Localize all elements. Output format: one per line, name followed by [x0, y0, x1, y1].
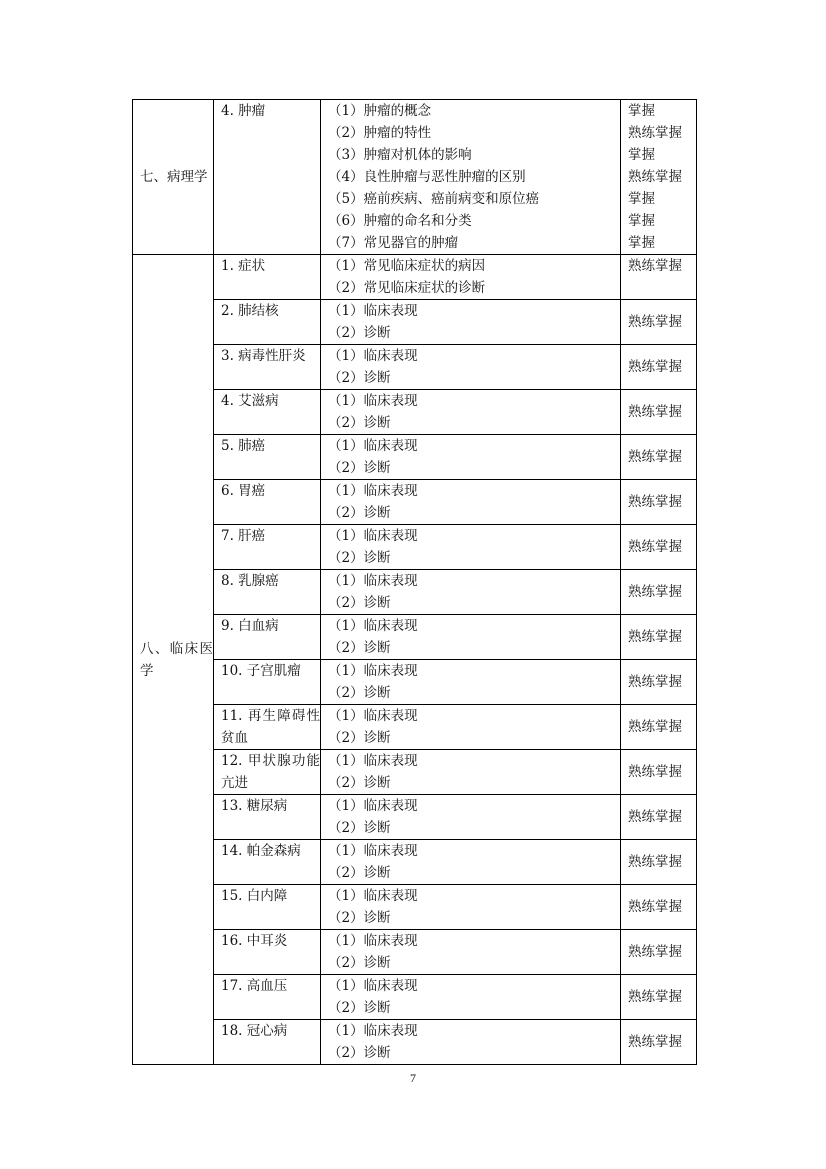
mastery-level: 熟练掌握 — [628, 584, 682, 600]
mastery-level: 熟练掌握 — [628, 404, 682, 420]
topic-items-cell — [321, 570, 621, 615]
content-item: （1）常见临床症状的病因 — [328, 258, 486, 274]
topic-items-cell — [321, 795, 621, 840]
table-row — [133, 390, 697, 435]
content-item: （3）肿瘤对机体的影响 — [328, 147, 472, 163]
content-item: （1）临床表现 — [328, 708, 418, 724]
topic-name-cell — [214, 1020, 321, 1065]
topic-name: 6. 胃癌 — [221, 483, 266, 499]
topic-name-cell — [214, 345, 321, 390]
section-title-cell — [133, 100, 214, 255]
content-item: （2）诊断 — [328, 865, 391, 881]
content-item: （2）诊断 — [328, 460, 391, 476]
table-row — [133, 480, 697, 525]
section-title-cell — [133, 255, 214, 1065]
table-row — [133, 1020, 697, 1065]
content-item: （2）诊断 — [328, 370, 391, 386]
topic-name: 8. 乳腺癌 — [221, 573, 279, 589]
topic-level-cell — [621, 1020, 697, 1065]
section-title: 八、临床医学 — [140, 640, 213, 679]
mastery-level: 熟练掌握 — [628, 674, 682, 690]
topic-name: 7. 肝癌 — [221, 528, 266, 544]
topic-name: 4. 肿瘤 — [221, 103, 266, 119]
table-row — [133, 615, 697, 660]
content-item: （2）诊断 — [328, 550, 391, 566]
mastery-level: 熟练掌握 — [628, 1034, 682, 1050]
topic-name: 13. 糖尿病 — [221, 798, 288, 814]
content-item: （1）临床表现 — [328, 753, 418, 769]
mastery-level: 熟练掌握 — [628, 539, 682, 555]
topic-level-cell — [621, 255, 697, 300]
mastery-level: 掌握 — [628, 103, 655, 119]
topic-items-cell — [321, 255, 621, 300]
mastery-level: 熟练掌握 — [628, 169, 682, 185]
topic-items-cell — [321, 840, 621, 885]
page-number: 7 — [410, 1071, 416, 1085]
topic-name: 3. 病毒性肝炎 — [221, 348, 306, 364]
topic-items-cell — [321, 615, 621, 660]
topic-level-cell — [621, 705, 697, 750]
mastery-level: 熟练掌握 — [628, 258, 682, 274]
topic-name-cell — [214, 885, 321, 930]
table-row — [133, 840, 697, 885]
topic-items-cell — [321, 660, 621, 705]
content-item: （2）常见临床症状的诊断 — [328, 280, 486, 296]
content-item: （2）诊断 — [328, 595, 391, 611]
mastery-level: 熟练掌握 — [628, 125, 682, 141]
content-item: （2）诊断 — [328, 640, 391, 656]
topic-level-cell — [621, 615, 697, 660]
topic-name: 1. 症状 — [221, 258, 266, 274]
content-item: （1）临床表现 — [328, 1023, 418, 1039]
section-title: 七、病理学 — [140, 169, 208, 185]
table-row — [133, 300, 697, 345]
mastery-level: 熟练掌握 — [628, 809, 682, 825]
mastery-level: 熟练掌握 — [628, 899, 682, 915]
topic-items-cell — [321, 750, 621, 795]
topic-name: 5. 肺癌 — [221, 438, 266, 454]
topic-items-cell — [321, 525, 621, 570]
content-item: （6）肿瘤的命名和分类 — [328, 213, 472, 229]
content-item: （1）临床表现 — [328, 933, 418, 949]
topic-items-cell — [321, 480, 621, 525]
topic-name-cell — [214, 435, 321, 480]
mastery-level: 熟练掌握 — [628, 629, 682, 645]
mastery-level: 掌握 — [628, 191, 655, 207]
table-row — [133, 750, 697, 795]
content-item: （2）诊断 — [328, 820, 391, 836]
content-item: （2）诊断 — [328, 415, 391, 431]
topic-level-cell — [621, 795, 697, 840]
content-item: （1）临床表现 — [328, 348, 418, 364]
topic-name-cell — [214, 570, 321, 615]
topic-name: 11. 再生障碍性贫血 — [221, 708, 320, 746]
content-item: （2）诊断 — [328, 1045, 391, 1061]
content-item: （5）癌前疾病、癌前病变和原位癌 — [328, 191, 540, 207]
topic-items-cell — [321, 705, 621, 750]
table-row — [133, 660, 697, 705]
content-item: （1）临床表现 — [328, 978, 418, 994]
content-item: （7）常见器官的肿瘤 — [328, 235, 459, 251]
table-row — [133, 255, 697, 300]
topic-name: 18. 冠心病 — [221, 1023, 288, 1039]
topic-items-cell — [321, 100, 621, 255]
topic-items-cell — [321, 435, 621, 480]
topic-name-cell — [214, 525, 321, 570]
mastery-level: 熟练掌握 — [628, 764, 682, 780]
topic-items-cell — [321, 390, 621, 435]
syllabus-table — [132, 99, 697, 1065]
topic-items-cell — [321, 975, 621, 1020]
content-item: （2）诊断 — [328, 505, 391, 521]
topic-level-cell — [621, 975, 697, 1020]
content-item: （1）临床表现 — [328, 618, 418, 634]
topic-name: 10. 子宫肌瘤 — [221, 663, 301, 679]
topic-name: 4. 艾滋病 — [221, 393, 279, 409]
topic-name: 17. 高血压 — [221, 978, 288, 994]
topic-level-cell — [621, 480, 697, 525]
topic-name: 16. 中耳炎 — [221, 933, 288, 949]
topic-name-cell — [214, 930, 321, 975]
content-item: （1）临床表现 — [328, 483, 418, 499]
topic-level-cell — [621, 570, 697, 615]
topic-name-cell — [214, 100, 321, 255]
topic-level-cell — [621, 345, 697, 390]
table-row — [133, 570, 697, 615]
content-item: （1）临床表现 — [328, 393, 418, 409]
topic-name-cell — [214, 840, 321, 885]
topic-name: 2. 肺结核 — [221, 303, 279, 319]
topic-items-cell — [321, 885, 621, 930]
topic-level-cell — [621, 525, 697, 570]
content-item: （1）临床表现 — [328, 573, 418, 589]
content-item: （2）诊断 — [328, 1000, 391, 1016]
content-item: （2）诊断 — [328, 955, 391, 971]
topic-name: 9. 白血病 — [221, 618, 279, 634]
mastery-level: 熟练掌握 — [628, 854, 682, 870]
topic-items-cell — [321, 300, 621, 345]
content-item: （1）临床表现 — [328, 663, 418, 679]
content-item: （2）诊断 — [328, 910, 391, 926]
mastery-level: 熟练掌握 — [628, 944, 682, 960]
topic-level-cell — [621, 660, 697, 705]
topic-level-cell — [621, 840, 697, 885]
topic-name-cell — [214, 750, 321, 795]
content-item: （1）临床表现 — [328, 798, 418, 814]
topic-level-cell — [621, 390, 697, 435]
mastery-level: 掌握 — [628, 147, 655, 163]
topic-name-cell — [214, 615, 321, 660]
table-row — [133, 795, 697, 840]
topic-level-cell — [621, 435, 697, 480]
table-row — [133, 525, 697, 570]
content-item: （2）诊断 — [328, 775, 391, 791]
topic-level-cell — [621, 100, 697, 255]
mastery-level: 掌握 — [628, 235, 655, 251]
mastery-level: 熟练掌握 — [628, 719, 682, 735]
topic-items-cell — [321, 345, 621, 390]
topic-level-cell — [621, 885, 697, 930]
content-item: （2）诊断 — [328, 325, 391, 341]
topic-name-cell — [214, 795, 321, 840]
table-row — [133, 930, 697, 975]
content-item: （1）临床表现 — [328, 528, 418, 544]
table-row — [133, 435, 697, 480]
table-row — [133, 100, 697, 255]
content-item: （1）肿瘤的概念 — [328, 103, 432, 119]
topic-name-cell — [214, 300, 321, 345]
topic-name-cell — [214, 705, 321, 750]
table-row — [133, 975, 697, 1020]
topic-name: 14. 帕金森病 — [221, 843, 301, 859]
topic-name-cell — [214, 255, 321, 300]
content-item: （4）良性肿瘤与恶性肿瘤的区别 — [328, 169, 526, 185]
topic-level-cell — [621, 300, 697, 345]
mastery-level: 熟练掌握 — [628, 449, 682, 465]
table-row — [133, 345, 697, 390]
mastery-level: 熟练掌握 — [628, 359, 682, 375]
content-item: （1）临床表现 — [328, 438, 418, 454]
table-row — [133, 705, 697, 750]
topic-name-cell — [214, 975, 321, 1020]
topic-level-cell — [621, 930, 697, 975]
content-item: （2）肿瘤的特性 — [328, 125, 432, 141]
topic-items-cell — [321, 930, 621, 975]
content-item: （2）诊断 — [328, 685, 391, 701]
content-item: （1）临床表现 — [328, 888, 418, 904]
mastery-level: 熟练掌握 — [628, 989, 682, 1005]
syllabus-body — [133, 100, 697, 1065]
content-item: （2）诊断 — [328, 730, 391, 746]
content-item: （1）临床表现 — [328, 303, 418, 319]
topic-name: 12. 甲状腺功能亢进 — [221, 753, 320, 791]
topic-name-cell — [214, 480, 321, 525]
mastery-level: 熟练掌握 — [628, 494, 682, 510]
topic-name: 15. 白内障 — [221, 888, 288, 904]
mastery-level: 掌握 — [628, 213, 655, 229]
content-item: （1）临床表现 — [328, 843, 418, 859]
mastery-level: 熟练掌握 — [628, 314, 682, 330]
topic-name-cell — [214, 660, 321, 705]
topic-level-cell — [621, 750, 697, 795]
topic-name-cell — [214, 390, 321, 435]
table-row — [133, 885, 697, 930]
topic-items-cell — [321, 1020, 621, 1065]
